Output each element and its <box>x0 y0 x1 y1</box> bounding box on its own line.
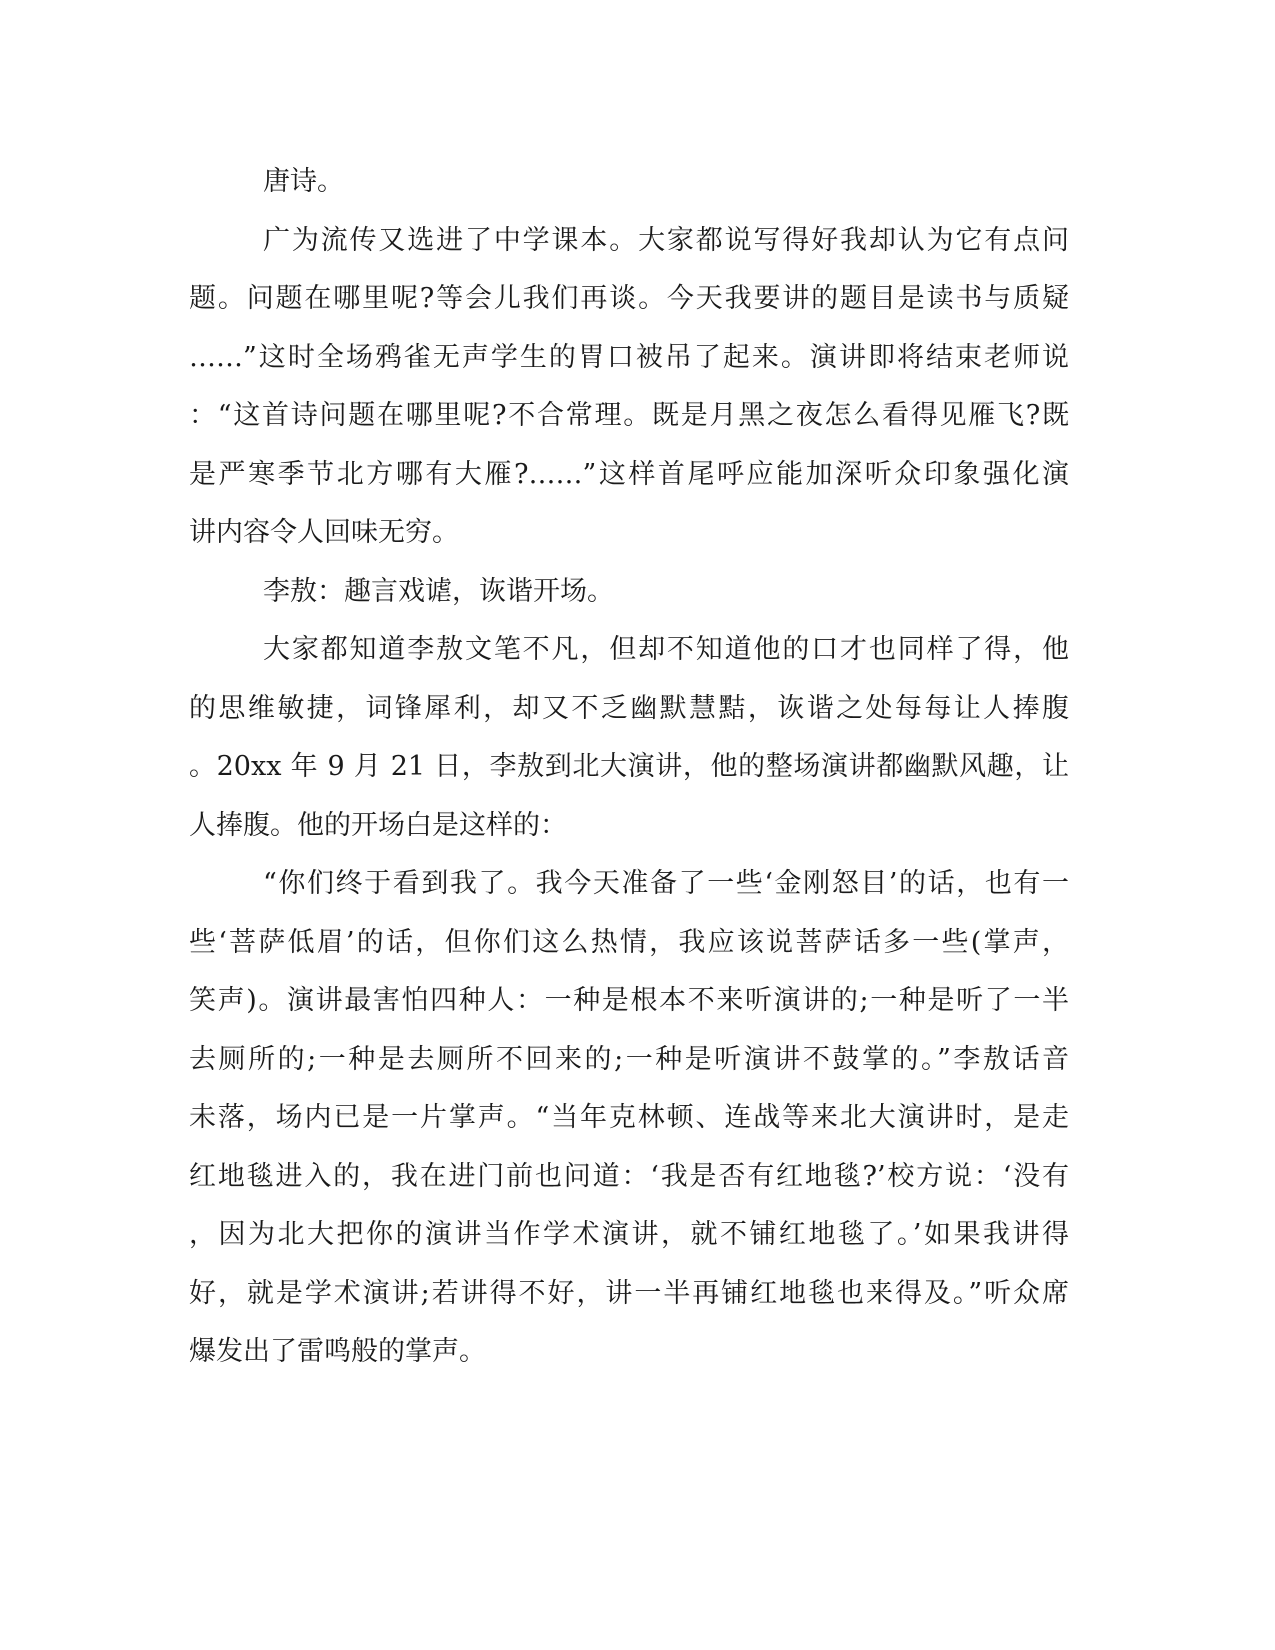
text-line: 大家都知道李敖文笔不凡，但却不知道他的口才也同样了得，他 <box>263 634 1069 665</box>
text-line: 的思维敏捷，词锋犀利，却又不乏幽默慧黠，诙谐之处每每让人捧腹 <box>189 693 1069 724</box>
text-line: 去厕所的;一种是去厕所不回来的;一种是听演讲不鼓掌的。”李敖话音 <box>189 1044 1069 1075</box>
text-line: 广为流传又选进了中学课本。大家都说写得好我却认为它有点问 <box>263 225 1069 256</box>
text-line: 好，就是学术演讲;若讲得不好，讲一半再铺红地毯也来得及。”听众席 <box>189 1278 1069 1309</box>
text-line: “你们终于看到我了。我今天准备了一些‘金刚怒目’的话，也有一 <box>263 868 1069 899</box>
text-line: 些‘菩萨低眉’的话，但你们这么热情，我应该说菩萨话多一些(掌声， <box>189 927 1069 958</box>
text-line: ，因为北大把你的演讲当作学术演讲，就不铺红地毯了。’如果我讲得 <box>189 1219 1069 1250</box>
text-line: 。20xx 年 9 月 21 日，李敖到北大演讲，他的整场演讲都幽默风趣，让 <box>189 751 1069 782</box>
text-line: 未落，场内已是一片掌声。“当年克林顿、连战等来北大演讲时，是走 <box>189 1102 1069 1133</box>
text-line: 唐诗。 <box>263 166 344 197</box>
text-line: 笑声)。演讲最害怕四种人：一种是根本不来听演讲的;一种是听了一半 <box>189 985 1069 1016</box>
text-line: ：“这首诗问题在哪里呢?不合常理。既是月黑之夜怎么看得见雁飞?既 <box>189 400 1069 431</box>
text-line: ……”这时全场鸦雀无声学生的胃口被吊了起来。演讲即将结束老师说 <box>189 342 1069 373</box>
text-line: 红地毯进入的，我在进门前也问道：‘我是否有红地毯?’校方说：‘没有 <box>189 1161 1069 1192</box>
text-line: 题。问题在哪里呢?等会儿我们再谈。今天我要讲的题目是读书与质疑 <box>189 283 1069 314</box>
text-line: 讲内容令人回味无穷。 <box>189 517 459 548</box>
text-line: 李敖：趣言戏谑，诙谐开场。 <box>263 576 614 607</box>
text-line: 是严寒季节北方哪有大雁?……”这样首尾呼应能加深听众印象强化演 <box>189 459 1069 490</box>
text-line: 人捧腹。他的开场白是这样的： <box>189 810 567 841</box>
text-line: 爆发出了雷鸣般的掌声。 <box>189 1336 486 1367</box>
